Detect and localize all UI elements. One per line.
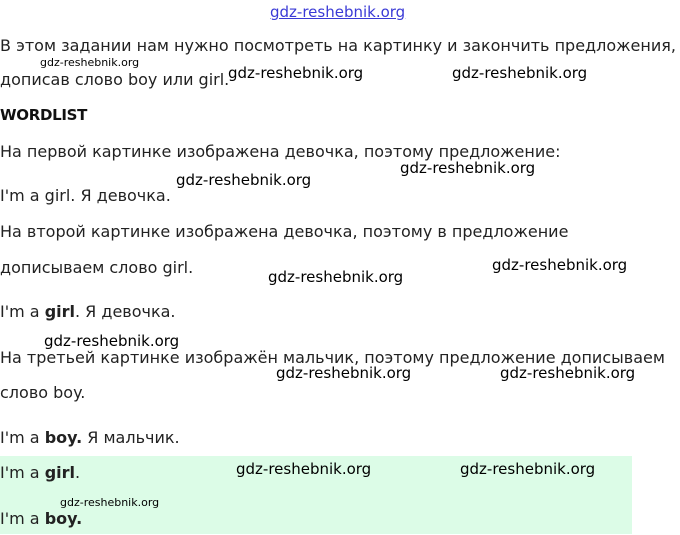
picture2-text-line-1: На второй картинке изображена девочка, поэтому в предложение xyxy=(0,222,569,241)
answer-suffix: . Я девочка. xyxy=(75,302,176,321)
watermark: gdz-reshebnik.org xyxy=(400,159,536,177)
watermark: gdz-reshebnik.org xyxy=(492,256,628,274)
picture2-text-line-2: дописываем слово girl. xyxy=(0,258,194,277)
watermark: gdz-reshebnik.org xyxy=(236,460,372,478)
answer-suffix: . xyxy=(75,463,81,482)
answer-prefix: I'm a xyxy=(0,509,45,528)
picture2-answer xyxy=(0,302,176,322)
answer-word: girl xyxy=(44,302,75,321)
answer-suffix: Я мальчик. xyxy=(82,428,180,447)
intro-line-1: В этом задании нам нужно посмотреть на картинку и закончить предложения, xyxy=(0,36,676,55)
watermark: gdz-reshebnik.org xyxy=(44,332,180,350)
watermark: gdz-reshebnik.org xyxy=(228,64,364,82)
answer-word: boy. xyxy=(44,428,83,447)
picture3-text-line-1: На третьей картинке изображён мальчик, поэтому предложение дописываем xyxy=(0,348,665,367)
answer-prefix: I'm a xyxy=(0,428,45,447)
final-answer-2 xyxy=(0,509,82,529)
watermark: gdz-reshebnik.org xyxy=(460,460,596,478)
watermark: gdz-reshebnik.org xyxy=(452,64,588,82)
picture1-text: На первой картинке изображена девочка, поэтому предложение: xyxy=(0,142,561,161)
watermark: gdz-reshebnik.org xyxy=(60,496,160,509)
wordlist-heading: WORDLIST xyxy=(0,106,88,124)
intro-line-2: дописав слово boy или girl. xyxy=(0,70,230,89)
watermark: gdz-reshebnik.org xyxy=(276,364,412,382)
watermark: gdz-reshebnik.org xyxy=(500,364,636,382)
picture1-answer: I'm a girl. Я девочка. xyxy=(0,186,171,205)
watermark: gdz-reshebnik.org xyxy=(40,56,140,69)
watermark: gdz-reshebnik.org xyxy=(268,268,404,286)
answer-word: boy. xyxy=(44,509,83,528)
picture3-answer xyxy=(0,428,180,448)
final-answer-1 xyxy=(0,463,80,483)
answer-prefix: I'm a xyxy=(0,463,45,482)
answer-word: girl xyxy=(44,463,75,482)
picture3-text-line-2: слово boy. xyxy=(0,383,86,402)
header-watermark[interactable]: gdz-reshebnik.org xyxy=(270,3,406,21)
watermark: gdz-reshebnik.org xyxy=(176,171,312,189)
answer-prefix: I'm a xyxy=(0,302,45,321)
